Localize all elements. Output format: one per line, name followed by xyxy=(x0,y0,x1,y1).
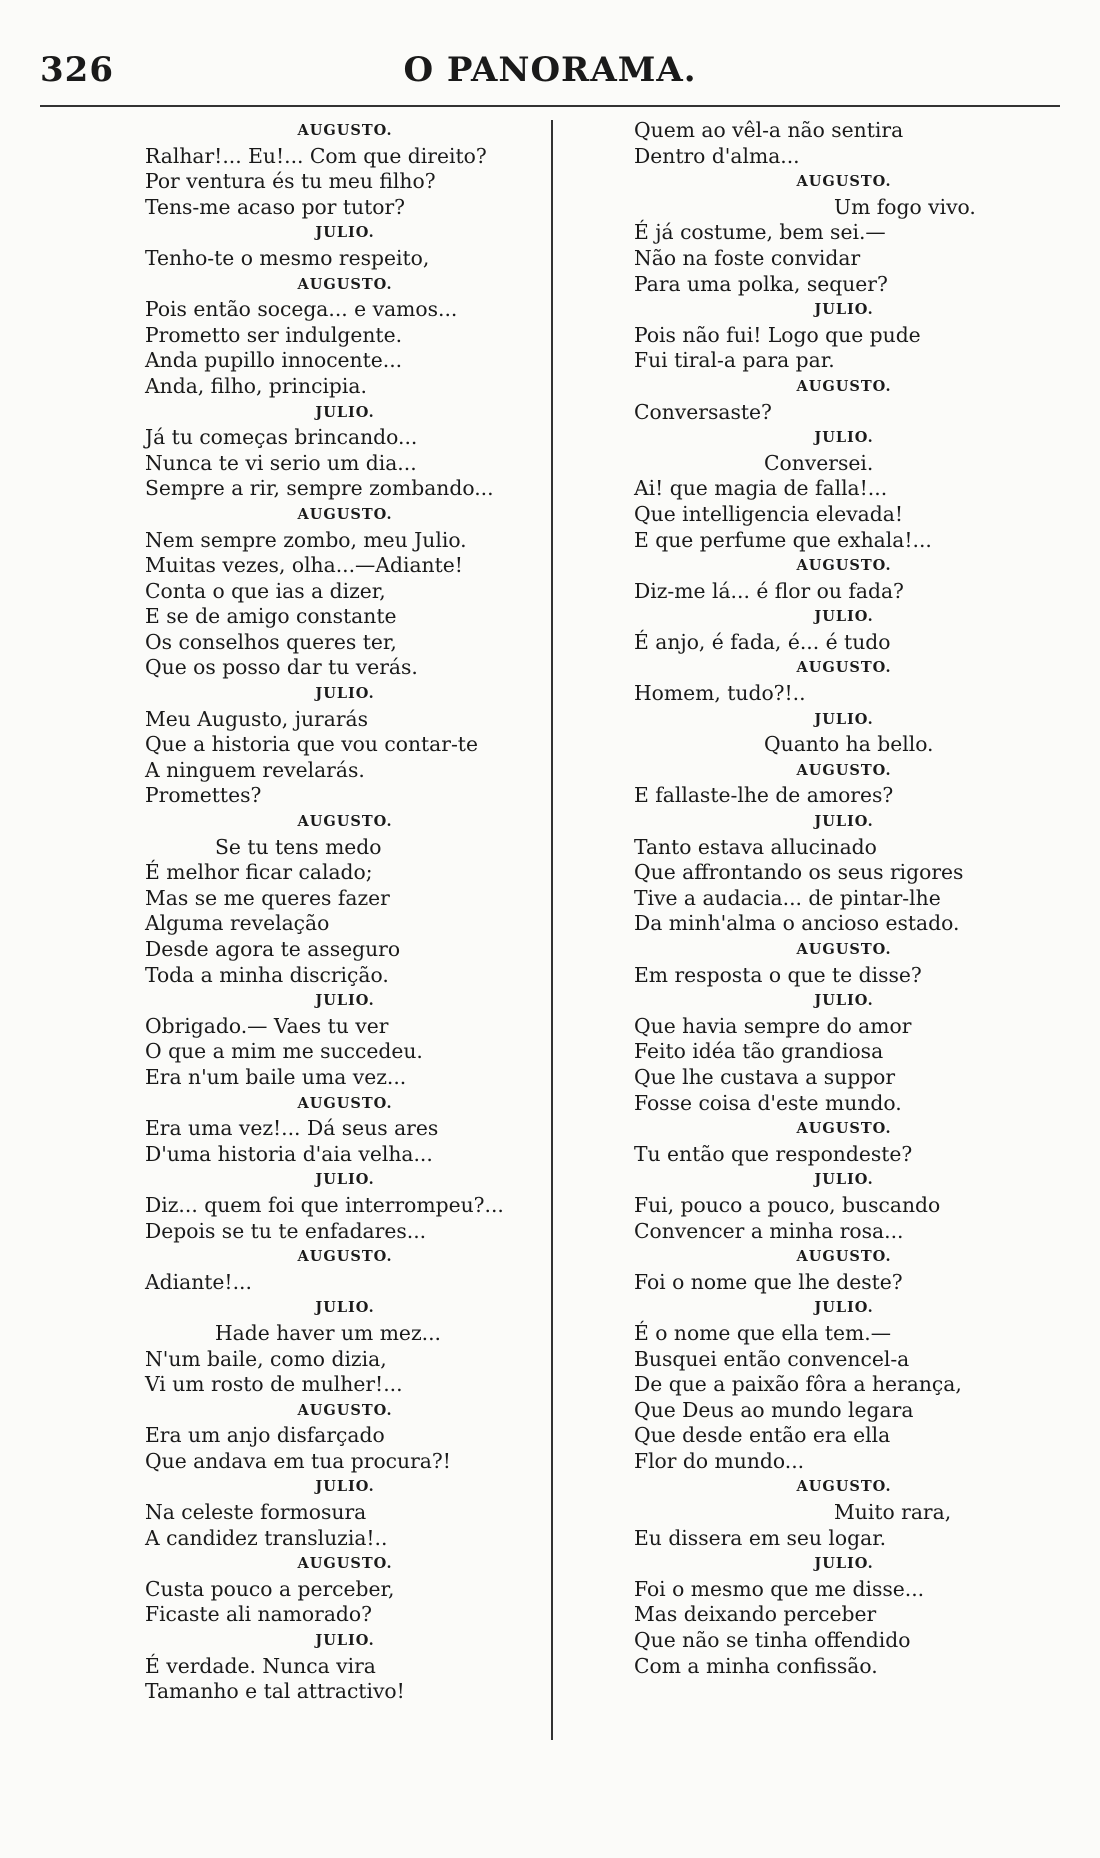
verse-line: Era n'um baile uma vez... xyxy=(145,1064,407,1089)
verse-line: Pois não fui! Logo que pude xyxy=(634,322,921,347)
speaker-name: JULIO. xyxy=(315,685,375,703)
speaker-name: JULIO. xyxy=(315,224,375,242)
verse-line: Já tu começas brincando... xyxy=(145,425,418,450)
verse-line: Convencer a minha rosa... xyxy=(634,1218,904,1243)
speaker-name: AUGUSTO. xyxy=(796,173,892,191)
verse-line: Em resposta o que te disse? xyxy=(634,962,922,987)
verse-line: Que Deus ao mundo legara xyxy=(634,1397,914,1422)
verse-line: Fui, pouco a pouco, buscando xyxy=(634,1192,941,1217)
speaker-name: AUGUSTO. xyxy=(796,557,892,575)
right-column xyxy=(634,118,1054,1679)
verse-line: A ninguem revelarás. xyxy=(145,757,365,782)
verse-line: De que a paixão fôra a herança, xyxy=(634,1372,962,1397)
header-rule xyxy=(40,105,1060,107)
verse-line: Tanto estava allucinado xyxy=(634,834,877,859)
speaker-name: JULIO. xyxy=(315,1478,375,1496)
page-header xyxy=(40,40,1060,100)
verse-line: Conta o que ias a dizer, xyxy=(145,578,386,603)
verse-line: O que a mim me succedeu. xyxy=(145,1039,423,1064)
verse-line: Ficaste ali namorado? xyxy=(145,1602,372,1627)
speaker-name: JULIO. xyxy=(814,1555,874,1573)
speaker-name: JULIO. xyxy=(814,992,874,1010)
verse-line: Nunca te vi serio um dia... xyxy=(145,450,417,475)
speaker-name: JULIO. xyxy=(315,1632,375,1650)
verse-line: Ai! que magia de falla!... xyxy=(634,476,888,501)
verse-line: Muitas vezes, olha...—Adiante! xyxy=(145,553,463,578)
speaker-name: AUGUSTO. xyxy=(297,122,393,139)
speaker-name: JULIO. xyxy=(814,301,874,319)
verse-line: Sempre a rir, sempre zombando... xyxy=(145,476,494,501)
verse-line: Nem sempre zombo, meu Julio. xyxy=(145,527,467,552)
verse-line: Que andava em tua procura?! xyxy=(145,1448,451,1473)
speaker-name: AUGUSTO. xyxy=(796,1478,892,1496)
verse-line: É verdade. Nunca vira xyxy=(145,1653,376,1678)
speaker-name: JULIO. xyxy=(814,429,874,447)
verse-line: Quem ao vêl-a não sentira xyxy=(634,118,904,142)
verse-line: Conversaste? xyxy=(634,399,772,424)
speaker-name: AUGUSTO. xyxy=(297,813,393,831)
verse-line: Da minh'alma o ancioso estado. xyxy=(634,911,960,936)
verse-line: Foi o mesmo que me disse... xyxy=(634,1576,925,1601)
speaker-name: JULIO. xyxy=(814,710,874,728)
verse-line: Promettes? xyxy=(145,783,262,808)
verse-line: E que perfume que exhala!... xyxy=(634,527,932,552)
verse-line: Era uma vez!... Dá seus ares xyxy=(145,1116,439,1141)
verse-line: Depois se tu te enfadares... xyxy=(145,1218,427,1243)
verse-line: N'um baile, como dizia, xyxy=(145,1346,387,1371)
speaker-name: AUGUSTO. xyxy=(297,1094,393,1112)
verse-line: D'uma historia d'aia velha... xyxy=(145,1141,433,1166)
verse-line: Se tu tens medo xyxy=(215,834,382,859)
verse-line: Um fogo vivo. xyxy=(834,194,976,219)
speaker-name: JULIO. xyxy=(315,1299,375,1317)
verse-line: Na celeste formosura xyxy=(145,1500,367,1525)
verse-line: Tenho-te o mesmo respeito, xyxy=(145,245,430,270)
verse-line: Fosse coisa d'este mundo. xyxy=(634,1090,902,1115)
speaker-name: AUGUSTO. xyxy=(297,505,393,523)
verse-line: Ralhar!... Eu!... Com que direito? xyxy=(145,143,487,168)
verse-line: Para uma polka, sequer? xyxy=(634,271,888,296)
speaker-name: AUGUSTO. xyxy=(796,659,892,677)
verse-line: E fallaste-lhe de amores? xyxy=(634,783,894,808)
verse-line: Os conselhos queres ter, xyxy=(145,629,397,654)
speaker-name: JULIO. xyxy=(814,608,874,626)
verse-line: Adiante!... xyxy=(145,1269,252,1294)
verse-line: Dentro d'alma... xyxy=(634,143,800,168)
verse-line: Que affrontando os seus rigores xyxy=(634,860,964,885)
verse-line: É anjo, é fada, é... é tudo xyxy=(634,629,891,654)
verse-line: Busquei então convencel-a xyxy=(634,1346,910,1371)
verse-line: Tu então que respondeste? xyxy=(634,1141,913,1166)
verse-line: Homem, tudo?!.. xyxy=(634,681,806,706)
verse-line: Alguma revelação xyxy=(145,911,330,936)
verse-line: Era um anjo disfarçado xyxy=(145,1423,385,1448)
verse-line: Muito rara, xyxy=(834,1500,952,1525)
verse-line: Conversei. xyxy=(764,450,874,475)
verse-line: Foi o nome que lhe deste? xyxy=(634,1269,903,1294)
speaker-name: AUGUSTO. xyxy=(796,1248,892,1266)
verse-line: É o nome que ella tem.— xyxy=(634,1320,891,1345)
verse-line: Feito idéa tão grandiosa xyxy=(634,1039,884,1064)
verse-line: Hade haver um mez... xyxy=(215,1320,441,1345)
verse-line: Eu dissera em seu logar. xyxy=(634,1525,887,1550)
verse-line: Tamanho e tal attractivo! xyxy=(145,1679,405,1704)
verse-line: Quanto ha bello. xyxy=(764,732,934,757)
speaker-name: JULIO. xyxy=(814,1299,874,1317)
speaker-name: AUGUSTO. xyxy=(297,1248,393,1266)
speaker-name: AUGUSTO. xyxy=(796,1120,892,1138)
verse-line: Custa pouco a perceber, xyxy=(145,1576,395,1601)
speaker-name: AUGUSTO. xyxy=(796,761,892,779)
verse-line: Vi um rosto de mulher!... xyxy=(145,1372,403,1397)
verse-line: Diz-me lá... é flor ou fada? xyxy=(634,578,904,603)
speaker-name: AUGUSTO. xyxy=(297,275,393,293)
verse-line: Que a historia que vou contar-te xyxy=(145,732,478,757)
verse-line: Flor do mundo... xyxy=(634,1448,805,1473)
journal-title: O PANORAMA. xyxy=(403,50,697,90)
verse-line: Obrigado.— Vaes tu ver xyxy=(145,1013,389,1038)
verse-line: Tens-me acaso por tutor? xyxy=(145,194,406,219)
speaker-name: JULIO. xyxy=(814,1171,874,1189)
verse-line: Diz... quem foi que interrompeu?... xyxy=(145,1192,504,1217)
verse-line: Não na foste convidar xyxy=(634,245,861,270)
speaker-name: JULIO. xyxy=(315,403,375,421)
verse-line: A candidez transluzia!.. xyxy=(145,1525,388,1550)
verse-line: Que não se tinha offendido xyxy=(634,1628,911,1653)
verse-line: Fui tiral-a para par. xyxy=(634,348,835,373)
verse-line: Pois então socega... e vamos... xyxy=(145,297,458,322)
verse-line: Que havia sempre do amor xyxy=(634,1013,912,1038)
verse-line: Que intelligencia elevada! xyxy=(634,501,903,526)
speaker-name: AUGUSTO. xyxy=(297,1401,393,1419)
verse-line: É já costume, bem sei.— xyxy=(634,220,886,245)
verse-line: Toda a minha discrição. xyxy=(145,962,389,987)
verse-line: Anda, filho, principia. xyxy=(145,373,367,398)
speaker-name: AUGUSTO. xyxy=(796,941,892,958)
verse-line: É melhor ficar calado; xyxy=(145,860,373,885)
verse-line: Mas deixando perceber xyxy=(634,1602,877,1627)
verse-line: Tive a audacia... de pintar-lhe xyxy=(634,885,941,910)
verse-line: E se de amigo constante xyxy=(145,604,397,629)
verse-line: Anda pupillo innocente... xyxy=(145,348,403,373)
speaker-name: JULIO. xyxy=(315,1171,375,1189)
verse-line: Que os posso dar tu verás. xyxy=(145,655,418,680)
speaker-name: JULIO. xyxy=(814,813,874,831)
speaker-name: JULIO. xyxy=(315,992,375,1010)
verse-line: Meu Augusto, jurarás xyxy=(145,706,369,731)
verse-line: Desde agora te asseguro xyxy=(145,937,401,961)
verse-line: Por ventura és tu meu filho? xyxy=(145,169,436,194)
speaker-name: AUGUSTO. xyxy=(297,1555,393,1573)
verse-line: Com a minha confissão. xyxy=(634,1653,878,1678)
verse-line: Que desde então era ella xyxy=(634,1423,891,1448)
verse-line: Prometto ser indulgente. xyxy=(145,322,403,347)
verse-line: Que lhe custava a suppor xyxy=(634,1064,896,1089)
page-number: 326 xyxy=(40,50,114,90)
left-column xyxy=(145,118,545,1705)
verse-line: Mas se me queres fazer xyxy=(145,885,390,910)
speaker-name: AUGUSTO. xyxy=(796,377,892,395)
column-rule xyxy=(551,120,553,1740)
